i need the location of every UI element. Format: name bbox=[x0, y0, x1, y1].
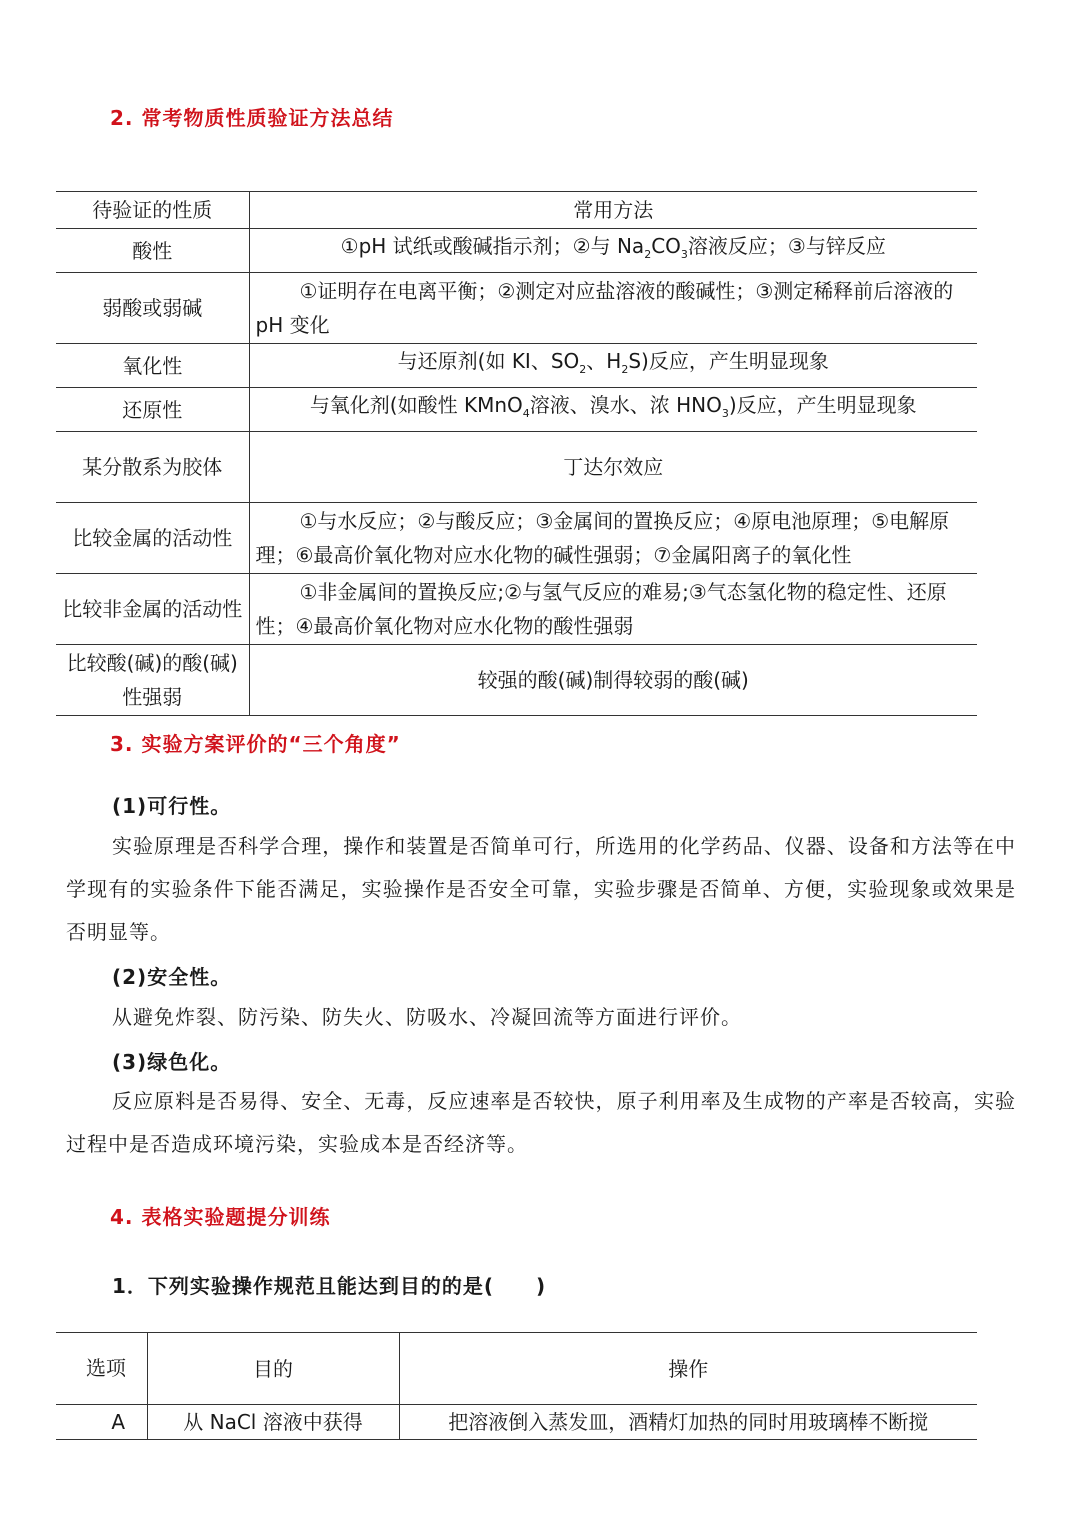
row-property: 比较金属的活动性 bbox=[56, 503, 249, 574]
row-method: ①证明存在电离平衡；②测定对应盐溶液的酸碱性；③测定稀释前后溶液的 pH 变化 bbox=[249, 273, 977, 344]
row-purpose: 从 NaCl 溶液中获得 bbox=[147, 1405, 399, 1440]
header-operation: 操作 bbox=[399, 1333, 977, 1405]
table-header-row bbox=[56, 192, 977, 229]
table-row bbox=[56, 1405, 977, 1440]
header-property: 待验证的性质 bbox=[56, 192, 249, 229]
row-property: 弱酸或弱碱 bbox=[56, 273, 249, 344]
table-row bbox=[56, 388, 977, 432]
row-property: 某分散系为胶体 bbox=[56, 432, 249, 503]
item-title-safety: (2)安全性。 bbox=[112, 965, 232, 989]
row-method: ①与水反应；②与酸反应；③金属间的置换反应；④原电池原理；⑤电解原理；⑥最高价氧化物对应水化物的碱性强弱；⑦金属阳离子的氧化性 bbox=[249, 503, 977, 574]
row-method: 较强的酸(碱)制得较弱的酸(碱) bbox=[249, 645, 977, 716]
item-title-green: (3)绿色化。 bbox=[112, 1050, 232, 1074]
section-4-heading: 4. 表格实验题提分训练 bbox=[110, 1205, 331, 1229]
row-method: ①pH 试纸或酸碱指示剂；②与 $Na_2CO_3$溶液反应；③与锌反应 bbox=[249, 229, 977, 273]
row-option: A bbox=[56, 1405, 147, 1440]
header-method: 常用方法 bbox=[249, 192, 977, 229]
item-text-green: 反应原料是否易得、安全、无毒，反应速率是否较快，原子利用率及生成物的产率是否较高，实验过程中是否造成环境污染，实验成本是否经济等。 bbox=[66, 1089, 1016, 1156]
header-purpose: 目的 bbox=[147, 1333, 399, 1405]
table-row bbox=[56, 432, 977, 503]
table-row bbox=[56, 344, 977, 388]
table-row bbox=[56, 503, 977, 574]
property-verification-table bbox=[56, 191, 977, 716]
section-3-heading: 3. 实验方案评价的“三个角度” bbox=[110, 732, 401, 756]
header-option: 选项 bbox=[56, 1333, 147, 1405]
row-method: 丁达尔效应 bbox=[249, 432, 977, 503]
item-text-feasibility: 实验原理是否科学合理，操作和装置是否简单可行，所选用的化学药品、仪器、设备和方法等在中学现有的实验条件下能否满足，实验操作是否安全可靠，实验步骤是否简单、方便，实验现象或效果是否明显等。 bbox=[66, 834, 1016, 944]
row-property: 氧化性 bbox=[56, 344, 249, 388]
table-row bbox=[56, 229, 977, 273]
row-property: 酸性 bbox=[56, 229, 249, 273]
row-property: 还原性 bbox=[56, 388, 249, 432]
table-row bbox=[56, 574, 977, 645]
row-method: ①非金属间的置换反应;②与氢气反应的难易;③气态氢化物的稳定性、还原性；④最高价氧化物对应水化物的酸性强弱 bbox=[249, 574, 977, 645]
item-text-safety: 从避免炸裂、防污染、防失火、防吸水、冷凝回流等方面进行评价。 bbox=[112, 1005, 742, 1029]
table-row bbox=[56, 273, 977, 344]
question-stem: 1．下列实验操作规范且能达到目的的是( ) bbox=[112, 1274, 547, 1298]
row-property: 比较酸(碱)的酸(碱)性强弱 bbox=[56, 645, 249, 716]
row-method: 与还原剂(如 KI、$SO_2$、$H_2S$)反应，产生明显现象 bbox=[249, 344, 977, 388]
experiment-options-table bbox=[56, 1332, 977, 1440]
section-2-heading: 2. 常考物质性质验证方法总结 bbox=[110, 106, 394, 130]
row-operation: 把溶液倒入蒸发皿，酒精灯加热的同时用玻璃棒不断搅 bbox=[399, 1405, 977, 1440]
item-title-feasibility: (1)可行性。 bbox=[112, 794, 232, 818]
row-property: 比较非金属的活动性 bbox=[56, 574, 249, 645]
table-header-row bbox=[56, 1333, 977, 1405]
row-method: 与氧化剂(如酸性 KMnO$_4$溶液、溴水、浓 $HNO_3$)反应，产生明显现象 bbox=[249, 388, 977, 432]
table-row bbox=[56, 645, 977, 716]
